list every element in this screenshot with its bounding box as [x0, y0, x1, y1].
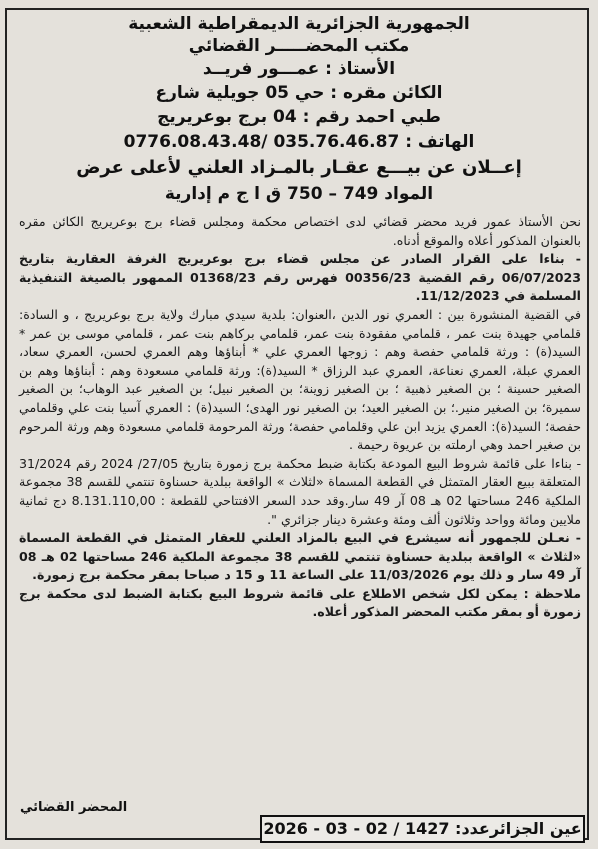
office-title: مكتب المحضـــــر القضائي — [188, 36, 410, 56]
announcement-title: إعــلان عن بيـــع عقـار بالمـزاد العلني لأعلى عرض — [76, 157, 522, 178]
issue-footer: عين الجزائرعدد: 1427 / 02 - 03 - 2026 — [260, 815, 585, 843]
republic-title: الجمهورية الجزائرية الديمقراطية الشعبية — [128, 14, 470, 34]
intro-paragraph: نحن الأستاذ عمور فريد محضر قضائي لدى اختصاص محكمة ومجلس قضاء برج بوعريريج الكائن مقره بالعنوان المذكور أعلاه والموقع أدناه. — [19, 214, 581, 248]
parties-paragraph: في القضية المنشورة بين : العمري نور الدين ،العنوان: بلدية سيدي مبارك ولاية برج بوعريريج ، و السادة: قلمامي جهيدة بنت عمر ، قلمامي مفقودة بنت عمر، قلمامي بركاهم بنت عمر ، قلمامي موسى بن عمر * السيد(ة) : ورثة قلمامي حفصة وهم : زوجها العمري علي * أبناؤها وهم العمري لحسن، العمري سعاد، العمري عبلة، العمري نعناعة، العمري عبد الرزاق * السيد(ة): ورثة قلمامي مسعودة وهم : أبناؤها وهم بن الصغير حسينة ؛ بن الصغير ذهبية ؛ بن الصغير زوينة؛ بن الصغير نبيل؛ بن الصغير عبد الوهاب؛ بن الصغير سميرة؛ بن الصغير منير.؛ بن الصغير العيد؛ بن الصغير نور الهدى؛ السيد(ة) : العمري آسيا بنت علي وقلمامي حفصة؛ السيد(ة): العمري يزيد ابن علي وقلمامي حفصة؛ ورثة المرحومة قلمامي مسعودة وهم ورثة المرحوم بن صغير احمد وهي ارملته بن عريوة رحيمة . — [19, 306, 581, 453]
court-decision-paragraph: - بناءا على القرار الصادر عن مجلس قضاء برج بوعريريج الغرفة العقارية بتاريخ 06/07/2023 رقم القضية 00356/23 فهرس رقم 01368/23 الممهور بالصيغة التنفيذية المسلمة في 11/12/2023. — [19, 251, 581, 304]
office-address-line1: الكائن مقره : حي 05 جويلية شارع — [155, 83, 443, 103]
announcement-body — [13, 213, 585, 622]
auction-notice-paragraph: - نعـلن للجمهور أنه سيشرع في البيع بالمزاد العلني للعقار المتمثل في القطعة المسماة «لثلاث » الواقعة ببلدية حسناوة تنتمي للقسم 38 مجموعة الملكية 246 مساحتها 02 هـ 08 آر 49 سار و ذلك يوم 11/03/2026 على الساعة 11 و 15 د صباحا بمقر محكمة برج زمورة. — [19, 530, 582, 583]
announcement-content — [13, 13, 585, 622]
sale-conditions-paragraph: - بناءا على قائمة شروط البيع المودعة بكتابة ضبط محكمة برج زمورة بتاريخ 27/05/ 2024 رقم 31/2024 المتعلقة ببيع العقار المتمثل في القطعة المسماة «لثلاث » الواقعة ببلدية حسناوة تنتمي للقسم 38 مجموعة الملكية 246 مساحتها 02 هـ 08 آر 49 سار.وقد حدد السعر الافتتاحي للقطعة : 8.131.110,00 دج ثمانية ملايين ومائة وواحد وثلاثون ألف ومئة وعشرة دينار جزائري ". — [19, 455, 582, 527]
office-phone: الهاتف : 035.76.46.87 /0776.08.43.48 — [123, 132, 475, 152]
office-address-line2: طبي احمد رقم : 04 برج بوعريريج — [157, 107, 441, 127]
note-paragraph: ملاحظة : يمكن لكل شخص الاطلاع على قائمة شروط البيع بكتابة الضبط لدى محكمة برج زمورة أو بمقر مكتب المحضر المذكور أعلاه. — [19, 585, 581, 620]
bailiff-name: الأستاذ : عمـــور فريــد — [202, 59, 396, 79]
legal-articles: المواد 749 – 750 ق ا ج م إدارية — [164, 184, 434, 204]
bailiff-signature: المحضر القضائي — [20, 800, 128, 815]
